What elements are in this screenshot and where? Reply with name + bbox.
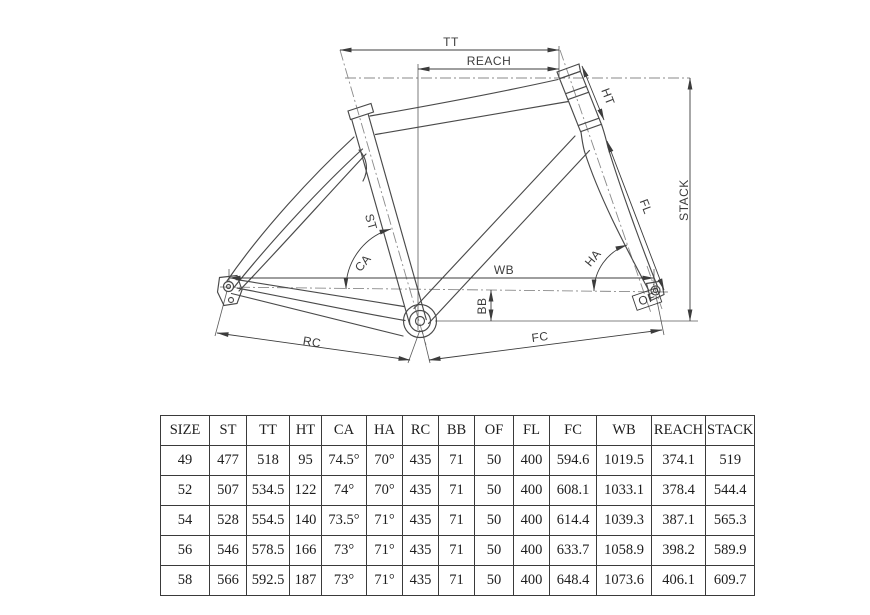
header-size: SIZE bbox=[161, 416, 210, 446]
header-st: ST bbox=[210, 416, 247, 446]
header-ht: HT bbox=[290, 416, 322, 446]
cell: 49 bbox=[161, 446, 210, 476]
cell: 614.4 bbox=[550, 506, 597, 536]
seat-stays bbox=[227, 137, 366, 291]
table-row-size-49 bbox=[161, 446, 755, 476]
cell: 633.7 bbox=[550, 536, 597, 566]
cell: 507 bbox=[210, 476, 247, 506]
cell: 1058.9 bbox=[597, 536, 652, 566]
cell: 519 bbox=[706, 446, 755, 476]
table-row-size-56 bbox=[161, 536, 755, 566]
header-stack: STACK bbox=[706, 416, 755, 446]
cell: 187 bbox=[290, 566, 322, 596]
cell: 71° bbox=[367, 536, 403, 566]
cell: 406.1 bbox=[652, 566, 706, 596]
cell: 73.5° bbox=[322, 506, 367, 536]
cell: 592.5 bbox=[247, 566, 290, 596]
rc-label: RC bbox=[301, 333, 323, 351]
header-wb: WB bbox=[597, 416, 652, 446]
cell: 95 bbox=[290, 446, 322, 476]
cell: 73° bbox=[322, 536, 367, 566]
cell: 435 bbox=[403, 476, 439, 506]
rear-dropout bbox=[218, 276, 243, 306]
cell: 74° bbox=[322, 476, 367, 506]
dimension-labels bbox=[302, 35, 691, 350]
cell: 50 bbox=[475, 476, 514, 506]
seat-tube bbox=[348, 104, 426, 325]
header-reach: REACH bbox=[652, 416, 706, 446]
seat-tube-axis bbox=[340, 50, 426, 345]
derailleur-hanger bbox=[229, 298, 234, 303]
cell: 566 bbox=[210, 566, 247, 596]
cell: 400 bbox=[514, 476, 550, 506]
of-label: OF bbox=[636, 289, 658, 309]
fc-label: FC bbox=[530, 328, 550, 346]
cell: 74.5° bbox=[322, 446, 367, 476]
header-tt: TT bbox=[247, 416, 290, 446]
cell: 534.5 bbox=[247, 476, 290, 506]
geometry-table bbox=[160, 415, 755, 596]
cell: 608.1 bbox=[550, 476, 597, 506]
cell: 435 bbox=[403, 506, 439, 536]
cell: 435 bbox=[403, 446, 439, 476]
cell: 544.4 bbox=[706, 476, 755, 506]
cell: 71° bbox=[367, 566, 403, 596]
cell: 400 bbox=[514, 446, 550, 476]
seat-clamp bbox=[348, 104, 374, 120]
cell: 400 bbox=[514, 536, 550, 566]
cell: 58 bbox=[161, 566, 210, 596]
cell: 400 bbox=[514, 506, 550, 536]
cell: 578.5 bbox=[247, 536, 290, 566]
cell: 1039.3 bbox=[597, 506, 652, 536]
table-row-size-58 bbox=[161, 566, 755, 596]
cell: 122 bbox=[290, 476, 322, 506]
ca-label: CA bbox=[351, 251, 375, 275]
cell: 554.5 bbox=[247, 506, 290, 536]
cell: 477 bbox=[210, 446, 247, 476]
cell: 71 bbox=[439, 566, 475, 596]
tt-label: TT bbox=[443, 35, 459, 49]
cell: 528 bbox=[210, 506, 247, 536]
ha-label: HA bbox=[581, 246, 605, 270]
header-rc: RC bbox=[403, 416, 439, 446]
table-row-size-54 bbox=[161, 506, 755, 536]
cell: 50 bbox=[475, 506, 514, 536]
cell: 54 bbox=[161, 506, 210, 536]
cell: 71° bbox=[367, 506, 403, 536]
st-label: ST bbox=[362, 212, 380, 232]
cell: 166 bbox=[290, 536, 322, 566]
cell: 50 bbox=[475, 446, 514, 476]
ht-label: HT bbox=[598, 86, 618, 108]
header-fc: FC bbox=[550, 416, 597, 446]
cell: 71 bbox=[439, 506, 475, 536]
cell: 400 bbox=[514, 566, 550, 596]
cell: 546 bbox=[210, 536, 247, 566]
cell: 140 bbox=[290, 506, 322, 536]
header-fl: FL bbox=[514, 416, 550, 446]
top-tube bbox=[370, 80, 569, 135]
centerlines bbox=[220, 50, 690, 345]
header-bb: BB bbox=[439, 416, 475, 446]
down-tube bbox=[414, 136, 590, 324]
cell: 387.1 bbox=[652, 506, 706, 536]
cell: 565.3 bbox=[706, 506, 755, 536]
table-header-row bbox=[161, 416, 755, 446]
header-ca: CA bbox=[322, 416, 367, 446]
bike-frame-drawing bbox=[218, 64, 665, 338]
cell: 70° bbox=[367, 446, 403, 476]
cell: 398.2 bbox=[652, 536, 706, 566]
cell: 518 bbox=[247, 446, 290, 476]
reach-label: REACH bbox=[466, 54, 512, 68]
cell: 71 bbox=[439, 446, 475, 476]
cell: 71 bbox=[439, 476, 475, 506]
stack-label: STACK bbox=[677, 179, 691, 221]
cell: 609.7 bbox=[706, 566, 755, 596]
cell: 1019.5 bbox=[597, 446, 652, 476]
cell: 50 bbox=[475, 566, 514, 596]
cell: 73° bbox=[322, 566, 367, 596]
cell: 435 bbox=[403, 566, 439, 596]
cell: 50 bbox=[475, 536, 514, 566]
cell: 70° bbox=[367, 476, 403, 506]
fl-label: FL bbox=[636, 197, 656, 217]
header-of: OF bbox=[475, 416, 514, 446]
cell: 52 bbox=[161, 476, 210, 506]
cell: 1073.6 bbox=[597, 566, 652, 596]
cell: 374.1 bbox=[652, 446, 706, 476]
cell: 435 bbox=[403, 536, 439, 566]
cell: 594.6 bbox=[550, 446, 597, 476]
cell: 378.4 bbox=[652, 476, 706, 506]
cell: 71 bbox=[439, 536, 475, 566]
wb-label: WB bbox=[493, 263, 515, 277]
header-ha: HA bbox=[367, 416, 403, 446]
cell: 648.4 bbox=[550, 566, 597, 596]
cell: 1033.1 bbox=[597, 476, 652, 506]
bb-label: BB bbox=[475, 297, 489, 315]
table-row-size-52 bbox=[161, 476, 755, 506]
cell: 589.9 bbox=[706, 536, 755, 566]
cell: 56 bbox=[161, 536, 210, 566]
